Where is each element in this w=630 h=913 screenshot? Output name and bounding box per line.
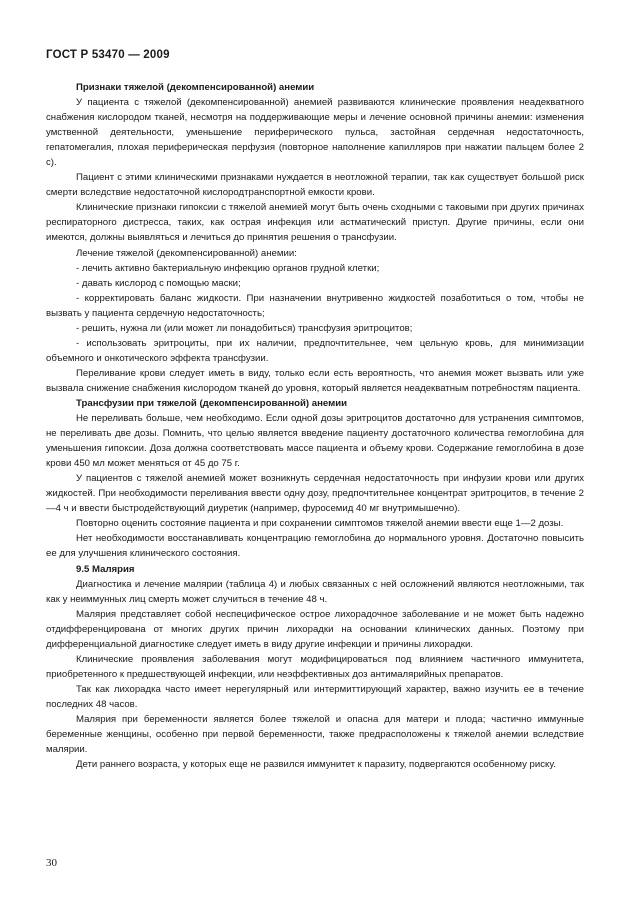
paragraph: Пациент с этими клиническими признаками нуждается в неотложной терапии, так как существует большой риск смерти вследствие недостаточной кислородтранспортной емкости крови.	[46, 172, 584, 199]
list-item: - использовать эритроциты, при их наличии, предпочтительнее, чем цельную кровь, для минимизации объемного и онкотического эффекта трансфузии.	[46, 337, 584, 364]
paragraph: Дети раннего возраста, у которых еще не развился иммунитет к паразиту, подвергаются особенному риску.	[76, 759, 556, 771]
paragraph: Малярия при беременности является более тяжелой и опасна для матери и плода; частично иммунные беременные женщины, особенно при первой беременности, также предрасположены к тяжелой анемии вследствие малярии.	[46, 713, 584, 756]
section-heading-malaria: 9.5 Малярия	[76, 563, 135, 575]
paragraph: Переливание крови следует иметь в виду, только если есть вероятность, что анемия может вызвать или уже вызвала снижение снабжения кислородом тканей до уровня, который является неадекватным потребностям пациента.	[46, 367, 584, 394]
document-header: ГОСТ Р 53470 — 2009	[46, 49, 170, 61]
document-body	[46, 80, 584, 772]
paragraph: Клинические признаки гипоксии с тяжелой анемией могут быть очень сходными с таковыми при других причинах респираторного дистресса, таких, как острая инфекция или астматический приступ. Другие причины, если они имеются, должны выявляться и лечиться до принятия решения о трансфузии.	[46, 202, 584, 244]
list-item: - лечить активно бактериальную инфекцию органов грудной клетки;	[76, 262, 380, 274]
paragraph: Повторно оценить состояние пациента и при сохранении симптомов тяжелой анемии ввести еще 1—2 дозы.	[76, 518, 564, 530]
list-item: - корректировать баланс жидкости. При назначении внутривенно жидкостей позаботиться о том, чтобы не вызвать у пациента сердечную недостаточность;	[46, 292, 584, 319]
paragraph: Так как лихорадка часто имеет нерегулярный или интермиттирующий характер, важно изучить ее в течение последних 48 часов.	[46, 683, 584, 710]
paragraph: Нет необходимости восстанавливать концентрацию гемоглобина до нормального уровня. Достаточно повысить ее для улучшения клинического состояния.	[46, 533, 584, 560]
list-item: - решить, нужна ли (или может ли понадобиться) трансфузия эритроцитов;	[76, 322, 413, 334]
paragraph: Малярия представляет собой неспецифическое острое лихорадочное заболевание и не может быть надежно отдифференцирована от многих других причин лихорадки на основании клинических данных. Поэтому при дифференциальной диагностике следует иметь в виду другие инфекции и причины лихорадки.	[46, 608, 584, 650]
paragraph: У пациента с тяжелой (декомпенсированной) анемией развиваются клинические проявления неадекватного снабжения кислородом тканей, несмотря на поддерживающие меры и лечение основной причины анемии: изменения умственной деятельности, уменьшение периферического пульса, застойная сердечная недостаточность, гепатомегалия, плохая периферическая перфузия (повторное наполнение капилляров при нажатии пальцем более 2 с).	[46, 97, 584, 169]
paragraph: Диагностика и лечение малярии (таблица 4) и любых связанных с ней осложнений являются неотложными, так как у неиммунных лиц смерть может случиться в течение 48 ч.	[46, 578, 584, 605]
paragraph: У пациентов с тяжелой анемией может возникнуть сердечная недостаточность при инфузии крови или других жидкостей. При необходимости переливания ввести одну дозу, предпочтительнее концентрат эритроцитов, в течение 2—4 ч и ввести быстродействующий диуретик (например, фуросемид 40 мг внутримышечно).	[46, 473, 584, 515]
section-heading-severe-anemia: Признаки тяжелой (декомпенсированной) анемии	[76, 82, 315, 93]
section-heading-transfusions: Трансфузии при тяжелой (декомпенсированной) анемии	[76, 397, 347, 409]
paragraph: Клинические проявления заболевания могут модифицироваться под влиянием частичного иммунитета, приобретенного к предшествующей инфекции, или неэффективных доз антималярийных препаратов.	[46, 653, 584, 680]
list-item: - давать кислород с помощью маски;	[76, 277, 241, 289]
page-number: 30	[46, 857, 57, 869]
paragraph: Не переливать больше, чем необходимо. Если одной дозы эритроцитов достаточно для устранения симптомов, не переливать две дозы. Помнить, что целью является введение пациенту достаточного количества гемоглобина для уменьшения гипоксии. Доза должна соответствовать массе пациента и объему крови. Содержание гемоглобина в дозе крови 450 мл может меняться от 45 до 75 г.	[46, 413, 584, 470]
paragraph: Лечение тяжелой (декомпенсированной) анемии:	[76, 247, 297, 259]
